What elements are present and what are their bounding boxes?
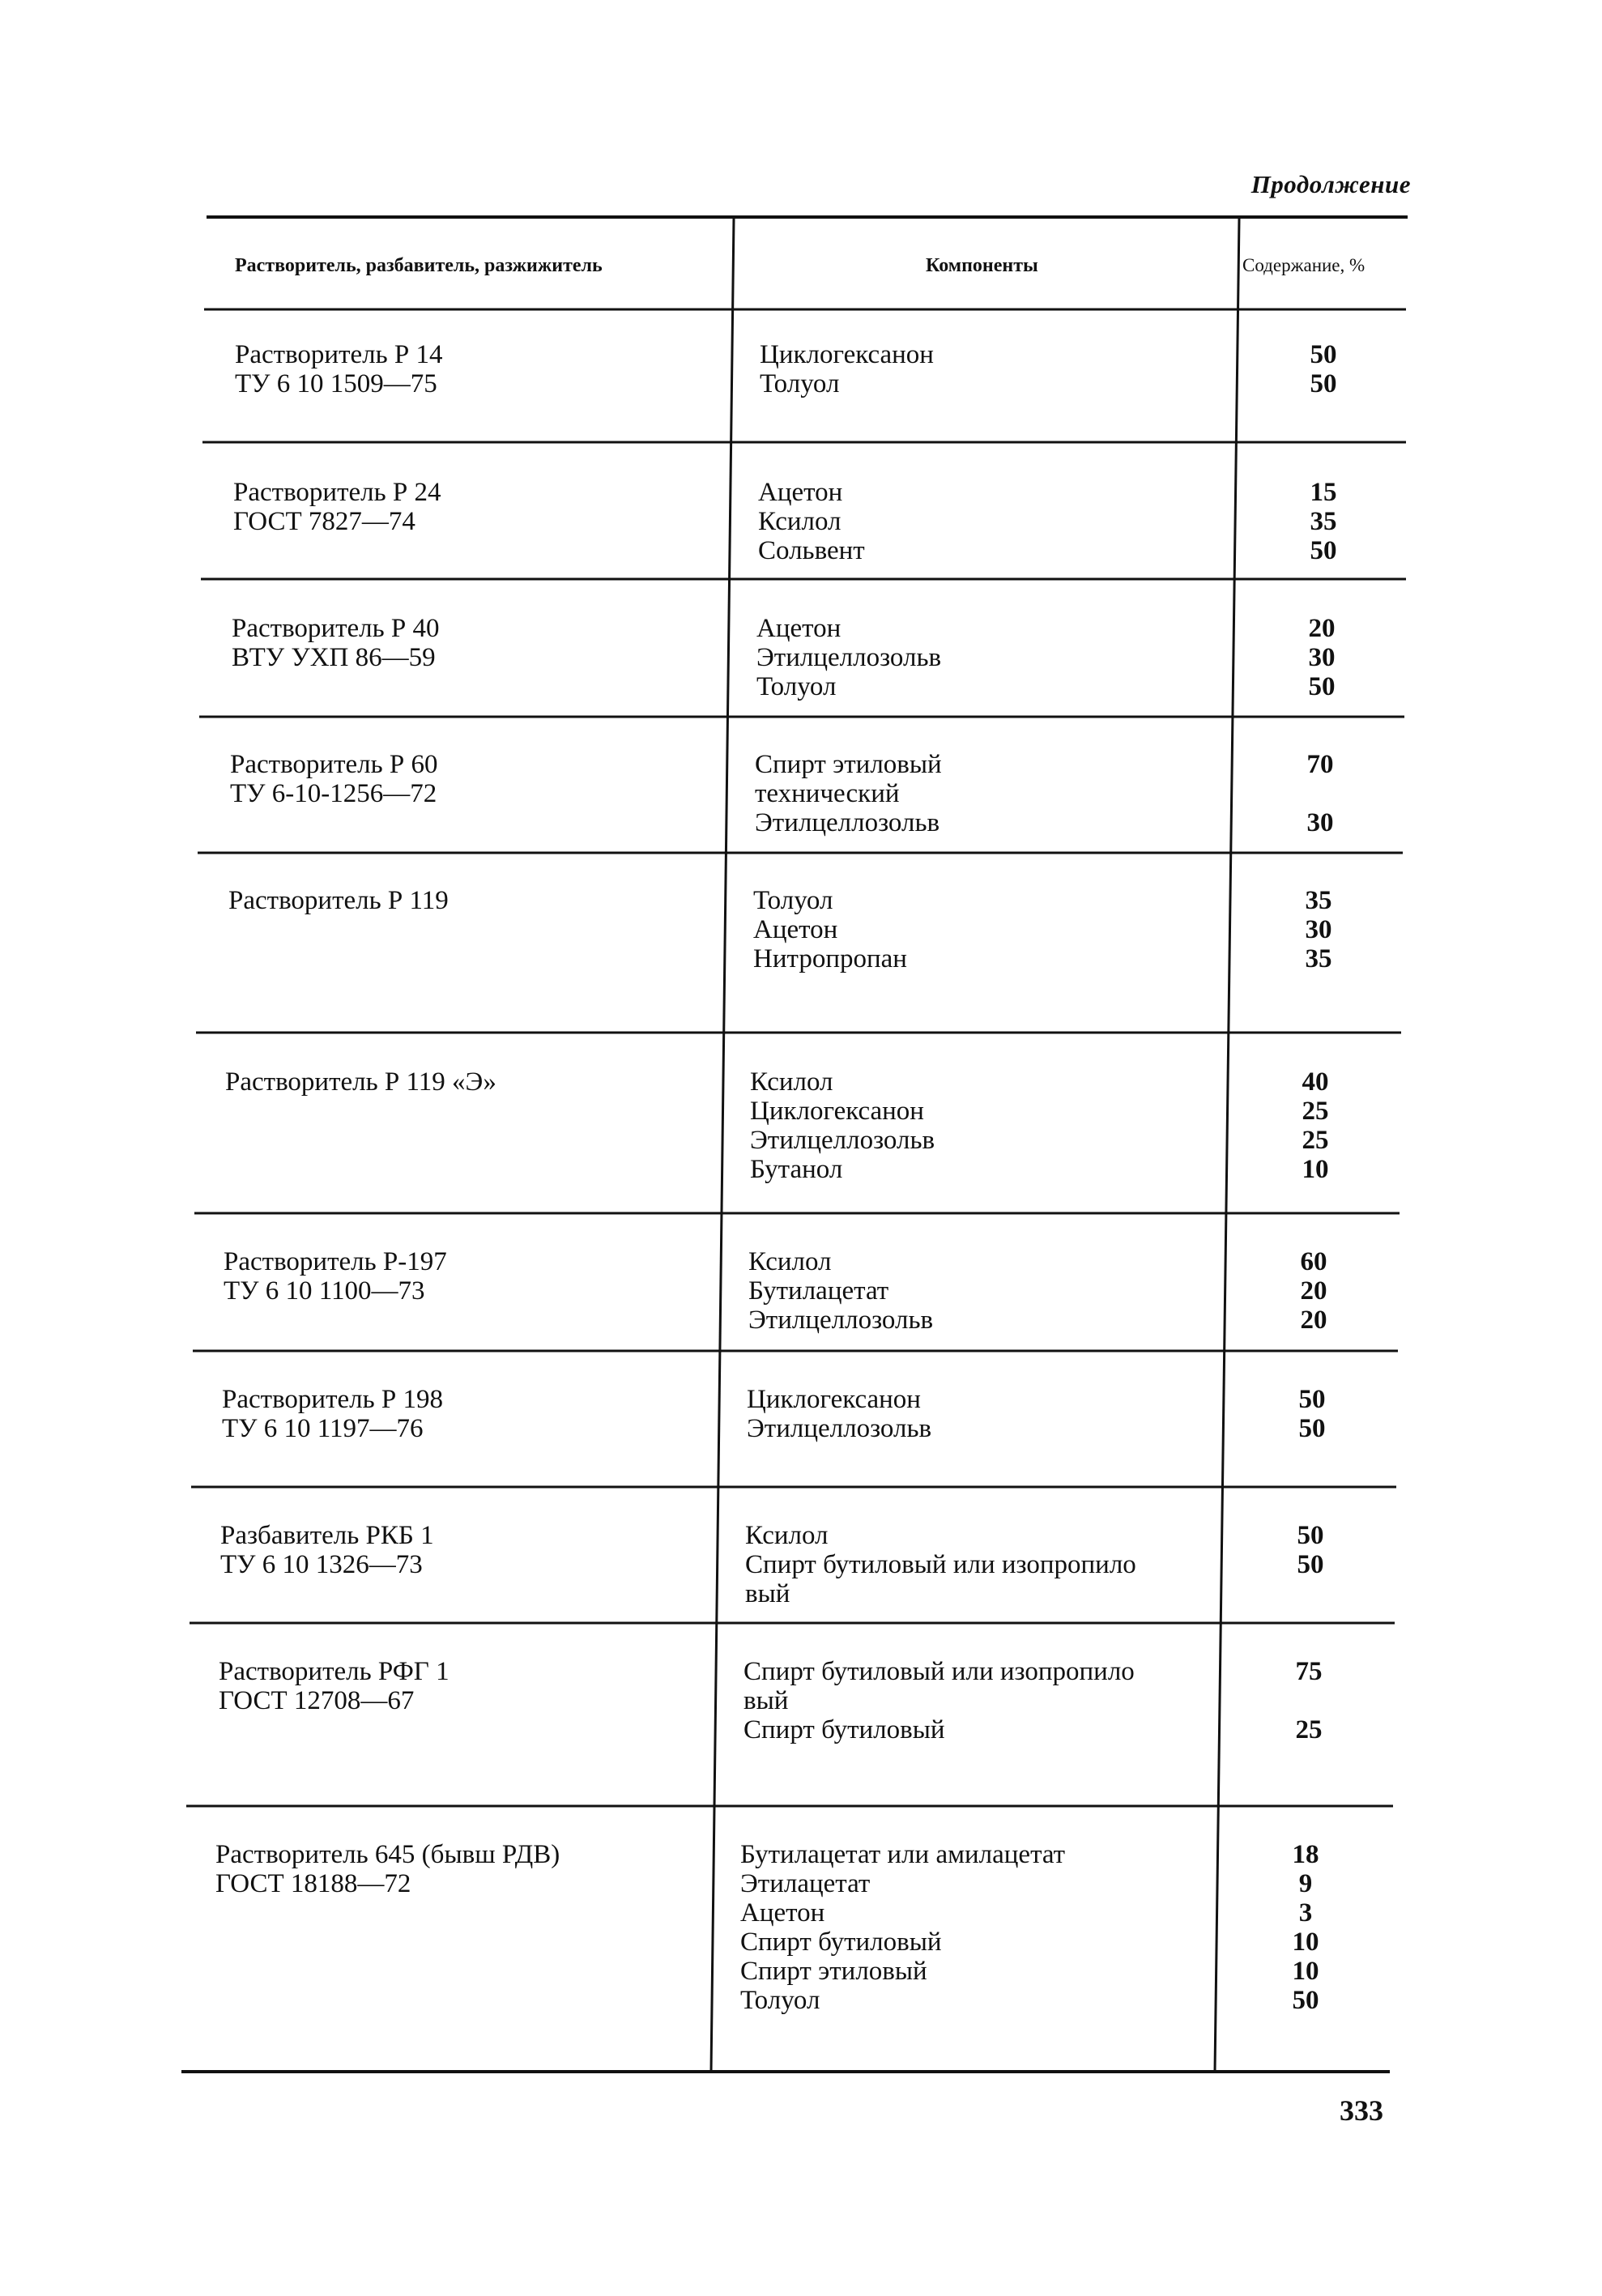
- components-cell: [745, 1521, 1136, 1608]
- solvent-name-cell: [230, 750, 438, 808]
- components-cell: [755, 750, 942, 837]
- component-name: Циклогексанон: [760, 340, 934, 369]
- solvent-name-line: ТУ 6-10-1256—72: [230, 779, 437, 808]
- component-name: Нитропропан: [753, 944, 907, 973]
- component-name: Этилцеллозольв: [756, 643, 942, 672]
- content-percent: 3: [1298, 1898, 1313, 1928]
- content-percent: 15: [1310, 478, 1337, 507]
- content-percent: 50: [1310, 340, 1337, 369]
- content-percent: 9: [1298, 1869, 1313, 1898]
- content-percent-cell: [1280, 750, 1361, 837]
- content-percent: 60: [1300, 1247, 1327, 1276]
- component-name: Ацетон: [756, 614, 841, 643]
- component-name: Этилцеллозольв: [755, 808, 940, 837]
- solvent-name-line: Разбавитель РКБ 1: [220, 1521, 434, 1550]
- component-name: Спирт этиловый: [740, 1957, 927, 1986]
- component-name: Толуол: [753, 886, 833, 915]
- components-cell: [760, 340, 934, 398]
- components-cell: [756, 614, 941, 701]
- solvent-name-line: Растворитель Р 198: [222, 1385, 444, 1414]
- component-name: Этилцеллозольв: [750, 1126, 935, 1155]
- content-percent: 35: [1310, 507, 1337, 536]
- content-percent: 50: [1298, 1414, 1326, 1443]
- component-name: Спирт этиловый: [755, 750, 942, 779]
- solvent-name-line: Растворитель Р 119 «Э»: [225, 1067, 496, 1097]
- header-components: Компоненты: [926, 255, 1038, 276]
- solvent-name-line: Растворитель Р 119: [228, 886, 449, 915]
- component-name: Этилцеллозольв: [748, 1306, 934, 1335]
- component-name: технический: [755, 779, 900, 808]
- solvent-name-line: Растворитель Р 14: [235, 340, 443, 369]
- content-percent: [1268, 1686, 1349, 1715]
- solvent-name-cell: [224, 1247, 447, 1306]
- content-percent: 50: [1297, 1521, 1324, 1550]
- solvent-name-cell: [219, 1657, 449, 1715]
- component-name: Спирт бутиловый или изопропило: [743, 1657, 1135, 1686]
- content-percent: 70: [1306, 750, 1334, 779]
- components-cell: [748, 1247, 933, 1335]
- content-percent: 50: [1308, 672, 1336, 701]
- component-name: Сольвент: [758, 536, 865, 565]
- component-name: Толуол: [756, 672, 837, 701]
- component-name: Бутанол: [750, 1155, 843, 1184]
- solvent-name-line: ТУ 6 10 1326—73: [220, 1550, 423, 1579]
- content-percent: 50: [1298, 1385, 1326, 1414]
- continuation-label: Продолжение: [1250, 170, 1411, 198]
- solvent-name-line: Растворитель Р-197: [224, 1247, 447, 1276]
- solvent-name-cell: [225, 1067, 496, 1097]
- content-percent-cell: [1278, 886, 1359, 973]
- component-name: Спирт бутиловый: [743, 1715, 945, 1744]
- component-name: Циклогексанон: [750, 1097, 924, 1126]
- solvent-name-line: ВТУ УХП 86—59: [232, 643, 436, 672]
- content-percent: 50: [1310, 369, 1337, 398]
- content-percent: 35: [1305, 944, 1332, 973]
- content-percent: 10: [1292, 1928, 1319, 1957]
- component-name: Ксилол: [748, 1247, 832, 1276]
- component-name: Бутилацетат или амилацетат: [740, 1840, 1066, 1869]
- components-cell: [743, 1657, 1135, 1744]
- solvent-name-line: ГОСТ 12708—67: [219, 1686, 415, 1715]
- page-number: 333: [1340, 2094, 1383, 2127]
- content-percent-cell: [1283, 478, 1364, 565]
- content-percent-cell: [1283, 340, 1364, 398]
- component-name: Ацетон: [753, 915, 838, 944]
- content-percent-cell: [1273, 1247, 1354, 1335]
- components-cell: [753, 886, 907, 973]
- solvent-name-line: ТУ 6 10 1100—73: [224, 1276, 425, 1306]
- component-name: Ацетон: [740, 1898, 825, 1928]
- solvent-name-line: ТУ 6 10 1509—75: [235, 369, 437, 398]
- content-percent: 50: [1297, 1550, 1324, 1579]
- component-name: Бутилацетат: [748, 1276, 889, 1306]
- content-percent: 40: [1302, 1067, 1329, 1097]
- header-solvent: Растворитель, разбавитель, разжижитель: [235, 255, 603, 276]
- content-percent: 25: [1295, 1715, 1323, 1744]
- component-name: Ацетон: [758, 478, 843, 507]
- content-percent: 50: [1310, 536, 1337, 565]
- solvent-name-cell: [220, 1521, 434, 1579]
- column-divider: [711, 219, 734, 2072]
- content-percent: 20: [1300, 1276, 1327, 1306]
- component-name: Циклогексанон: [747, 1385, 921, 1414]
- content-percent: 35: [1305, 886, 1332, 915]
- content-percent: 18: [1292, 1840, 1319, 1869]
- components-cell: [758, 478, 865, 565]
- content-percent: [1280, 779, 1361, 808]
- content-percent: 25: [1302, 1097, 1329, 1126]
- content-percent-cell: [1272, 1385, 1353, 1443]
- solvent-name-cell: [232, 614, 440, 672]
- component-name: Ксилол: [745, 1521, 829, 1550]
- solvent-name-line: Растворитель 645 (бывш РДВ): [215, 1840, 560, 1869]
- component-name: вый: [745, 1579, 790, 1608]
- components-cell: [747, 1385, 931, 1443]
- header-content: Содержание, %: [1242, 255, 1366, 275]
- solvent-name-cell: [228, 886, 449, 915]
- solvent-name-line: Растворитель Р 24: [233, 478, 441, 507]
- solvent-name-line: ТУ 6 10 1197—76: [222, 1414, 424, 1443]
- solvent-name-cell: [215, 1840, 560, 1898]
- solvent-name-line: ГОСТ 7827—74: [233, 507, 415, 536]
- content-percent: 75: [1295, 1657, 1323, 1686]
- content-percent: 20: [1308, 614, 1336, 643]
- solvent-name-cell: [235, 340, 443, 398]
- content-percent-cell: [1265, 1840, 1346, 2015]
- component-name: Спирт бутиловый или изопропило: [745, 1550, 1136, 1579]
- content-percent-cell: [1275, 1067, 1356, 1184]
- content-percent: 25: [1302, 1126, 1329, 1155]
- content-percent: 30: [1306, 808, 1334, 837]
- content-percent: 30: [1305, 915, 1332, 944]
- solvent-name-line: ГОСТ 18188—72: [215, 1869, 411, 1898]
- component-name: вый: [743, 1686, 789, 1715]
- solvent-name-line: Растворитель Р 40: [232, 614, 440, 643]
- solvent-name-line: Растворитель РФГ 1: [219, 1657, 449, 1686]
- component-name: Этилацетат: [740, 1869, 871, 1898]
- component-name: Ксилол: [750, 1067, 833, 1097]
- solvent-name-cell: [233, 478, 441, 536]
- content-percent: 50: [1292, 1986, 1319, 2015]
- components-cell: [750, 1067, 935, 1184]
- solvent-name-cell: [222, 1385, 443, 1443]
- component-name: Толуол: [760, 369, 840, 398]
- content-percent: 10: [1302, 1155, 1329, 1184]
- content-percent-cell: [1270, 1521, 1351, 1608]
- solvent-name-line: Растворитель Р 60: [230, 750, 438, 779]
- components-cell: [740, 1840, 1065, 2015]
- component-name: Спирт бутиловый: [740, 1928, 942, 1957]
- content-percent: 30: [1308, 643, 1336, 672]
- content-percent-cell: [1268, 1657, 1349, 1744]
- content-percent: 10: [1292, 1957, 1319, 1986]
- component-name: Ксилол: [758, 507, 841, 536]
- component-name: Толуол: [740, 1986, 820, 2015]
- content-percent: [1270, 1579, 1351, 1608]
- content-percent: 20: [1300, 1306, 1327, 1335]
- content-percent-cell: [1281, 614, 1362, 701]
- column-divider: [1215, 219, 1239, 2072]
- component-name: Этилцеллозольв: [747, 1414, 932, 1443]
